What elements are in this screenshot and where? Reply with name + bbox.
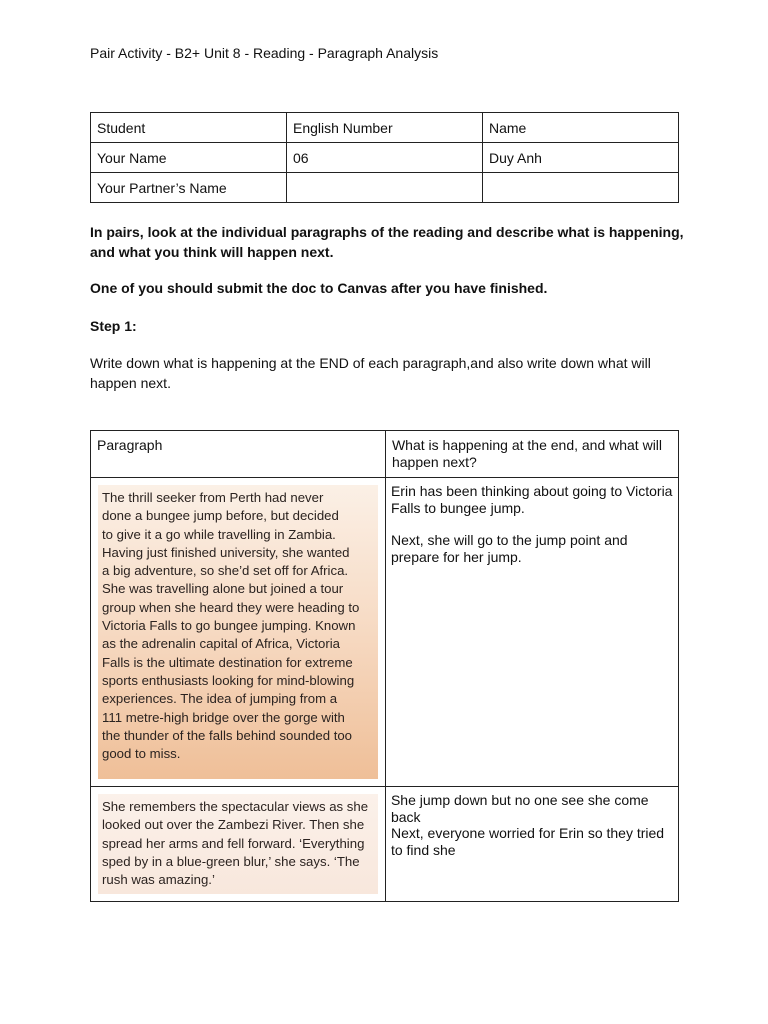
answer-cell[interactable] [385,787,678,902]
scan-text-line: She was travelling alone but joined a tour [102,581,344,597]
scan-text-line: experiences. The idea of jumping from a [102,691,338,707]
answer-happening: She jump down but no one see she come back [390,792,649,825]
table-cell[interactable] [483,173,679,203]
answer-cell[interactable] [385,478,678,787]
table-row [91,113,679,143]
scan-text-line: to give it a go while travelling in Zambia. [102,526,336,542]
table-row [91,173,679,203]
table-cell[interactable] [287,173,483,203]
step-label: Step 1: [90,318,137,334]
scan-text-line: done a bungee jump before, but decided [102,508,339,524]
table-cell: Name [483,113,679,143]
paragraph-analysis-table [90,430,679,902]
table-header-row [91,431,679,478]
scan-text-line: group when she heard they were heading to [102,599,360,615]
table-cell: Student [91,113,287,143]
header-paragraph: Paragraph [91,431,386,478]
student-info-table [90,112,679,203]
paragraph-cell [91,478,386,787]
table-row [91,143,679,173]
answer-next: Next, everyone worried for Erin so they tried to find she [390,825,665,858]
scan-text-line: The thrill seeker from Perth had never [102,490,324,505]
paragraph-scan-image [98,794,378,894]
submit-instruction: One of you should submit the doc to Canvas after you have finished. [90,280,548,296]
scan-text-line: She remembers the spectacular views as she [102,799,369,814]
scan-text-line: sped by in a blue-green blur,’ she says. ‘The [102,853,360,869]
paragraph-cell [91,787,386,902]
scan-text-line: a big adventure, so she’d set off for Africa. [102,563,349,579]
scan-text-line: sports enthusiasts looking for mind-blowing [102,672,355,688]
pair-instruction: In pairs, look at the individual paragraphs of the reading and describe what is happening, and what you think will happen next. [90,224,684,260]
scan-text-line: Falls is the ultimate destination for extreme [102,654,353,670]
table-cell: Your Partner’s Name [91,173,287,203]
table-cell[interactable]: Duy Anh [483,143,679,173]
table-row [91,478,679,787]
table-cell: English Number [287,113,483,143]
page-title: Pair Activity - B2+ Unit 8 - Reading - Paragraph Analysis [90,45,439,61]
table-cell[interactable]: 06 [287,143,483,173]
scan-text-line: good to miss. [102,746,181,762]
scan-text-line: as the adrenalin capital of Africa, Victoria [102,636,340,652]
answer-next: Next, she will go to the jump point and prepare for her jump. [390,532,628,565]
scan-text-line: the thunder of the falls behind sounded too [102,727,353,743]
header-analysis: What is happening at the end, and what will happen next? [385,431,678,478]
answer-happening: Erin has been thinking about going to Victoria Falls to bungee jump. [390,483,673,516]
step-text: Write down what is happening at the END of each paragraph,and also write down what will happen next. [90,355,651,391]
paragraph-scan-image [98,485,378,779]
table-cell: Your Name [91,143,287,173]
scan-text-line: Victoria Falls to go bungee jumping. Known [102,618,356,634]
scan-text-line: Having just finished university, she wanted [102,544,350,560]
scan-text-line: 111 metre-high bridge over the gorge with [102,709,345,725]
scan-text-line: spread her arms and fell forward. ‘Everything [102,835,365,851]
scan-text-line: rush was amazing.’ [102,872,215,888]
scan-text-line: looked out over the Zambezi River. Then she [102,817,365,833]
table-row [91,787,679,902]
